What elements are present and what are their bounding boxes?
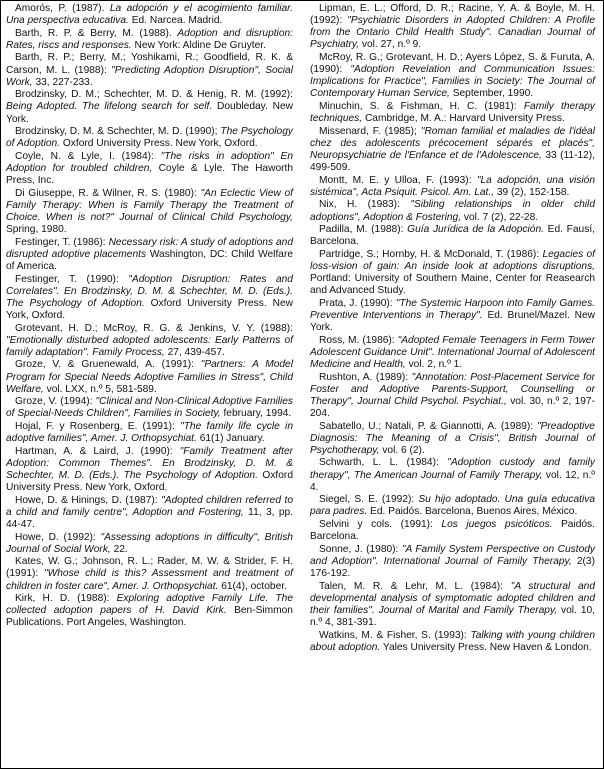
reference-publication-info: 22. xyxy=(113,543,128,555)
reference-title: Guía Jurídica de la Adopción. xyxy=(407,224,544,236)
reference-publication-info: Washington, DC: Child Welfare of America. xyxy=(6,248,294,273)
reference-entry xyxy=(6,421,293,445)
reference-publication-info: vol. 12, n.º 4. xyxy=(310,469,595,493)
reference-publication-info: 11, 3, pp. 44-47. xyxy=(6,506,293,531)
reference-publication-info: 2(3) 176-192. xyxy=(310,555,595,580)
reference-publication-info: vol. 6 (2). xyxy=(382,444,425,456)
reference-publication-info: Yales University Press. New Haven & London. xyxy=(382,641,592,653)
reference-publication-info: vol. 30, n.º 2, 197-204. xyxy=(310,395,595,420)
reference-title: "The Systemic Harpoon into Family Games. Preventive Interventions in Therapy". xyxy=(310,297,595,322)
reference-authors: Amorós, P. (1987). xyxy=(15,3,105,14)
reference-authors: Talen, M. R. & Lehr, M. L. (1984): xyxy=(319,580,504,592)
reference-authors: Padilla, M. (1988): xyxy=(319,224,404,236)
reference-entry xyxy=(6,396,293,420)
reference-title: "The family life cycle in adoptive families", Amer. J. Orthopsychiat. xyxy=(6,421,293,445)
reference-publication-info: Ed. Paidós. Barcelona, Buenos Aires, México. xyxy=(370,506,578,518)
reference-title: Being Adopted. The lifelong search for self. xyxy=(6,101,213,113)
reference-authors: Kirk, H. D. (1988): xyxy=(15,593,110,605)
reference-entry xyxy=(310,175,595,199)
reference-title: The Psychology of Adoption. xyxy=(6,126,293,150)
reference-authors: Brodzinsky, D. M.; Schechter, M. D. & Henig, R. M. (1992): xyxy=(15,89,293,101)
reference-entry xyxy=(6,446,293,495)
reference-entry xyxy=(310,581,595,630)
reference-publication-info: New York: Aldine De Gruyter. xyxy=(134,39,266,51)
reference-publication-info: 39 (2), 152-158. xyxy=(496,186,570,198)
reference-title: "Preadoptive Diagnosis: The Meaning of a Crisis", British Journal of Psychotherapy, xyxy=(310,420,595,456)
reference-title: Exploring adoptive Family Life. The collected adoption papers of H. David Kirk. xyxy=(6,593,293,617)
reference-title: "Adoption Disruption: Rates and Correlates". En Brodzinsky, D. M. & Schechter, M. D. (Eds.). The Psychology of Adoption. xyxy=(6,273,293,309)
reference-authors: McRoy, R. G.; Grotevant, H. D.; Ayers López, S. & Furuta, A. (1990): xyxy=(310,52,595,76)
reference-publication-info: Coyle & Lyle. The Haworth Press, Inc. xyxy=(6,162,293,187)
reference-publication-info: 61(1) January. xyxy=(199,433,265,445)
reference-title: "Adopted children referred to a child and family centre", Adoption and Fostering, xyxy=(6,494,293,518)
reference-entry xyxy=(6,188,293,237)
reference-entry xyxy=(6,151,293,187)
reference-authors: Grotevant, H. D.; McRoy, R. G. & Jenkins, V. Y. (1988): xyxy=(15,322,293,334)
reference-authors: Missenard, F. (1985); xyxy=(319,125,417,137)
reference-entry xyxy=(6,52,293,88)
reference-title: "The risks in adoption" En Adoption for troubled children, xyxy=(6,150,293,174)
reference-title: "Sibling relationships in older child adoptions", Adoption & Fostering, xyxy=(310,199,595,223)
reference-title: La adopción y el acogimiento familiar. Una perspectiva educativa. xyxy=(6,3,293,27)
reference-publication-info: Ed. Narcea. Madrid. xyxy=(131,15,223,27)
reference-authors: Watkins, M. & Fisher, S. (1993): xyxy=(319,629,467,641)
reference-authors: Sonne, J. (1980): xyxy=(319,543,399,555)
reference-publication-info: vol. 7 (2), 22-28. xyxy=(463,211,539,223)
reference-entry xyxy=(6,359,293,395)
reference-title: "Emotionally disturbed adopted adolescents: Early Patterns of family adaptation". Family Process, xyxy=(6,334,293,358)
reference-publication-info: 27, 439-457. xyxy=(167,346,225,358)
reference-entry xyxy=(6,593,293,629)
reference-publication-info: 33 (11-12), 499-509. xyxy=(310,150,596,174)
reference-entry xyxy=(310,372,595,421)
reference-publication-info: Oxford University Press. New York, Oxford. xyxy=(6,470,293,494)
reference-authors: Hojal, F. y Rosenberg, E. (1991): xyxy=(15,421,175,432)
reference-publication-info: february, 1994. xyxy=(223,408,292,420)
reference-title: "An Eclectic View of Family Therapy: When is Family Therapy the Treatment of Choice. When is not?" Journal of Clinical Child Psychology, xyxy=(6,187,293,223)
reference-authors: Festinger, T. (1990): xyxy=(15,273,119,285)
reference-title: "Psychiatric Disorders in Adopted Children: A Profile from the Ontario Child Health Study". Canadian Journal of Psychiatry, xyxy=(310,15,595,51)
reference-publication-info: vol. 10, n.º 4, 381-391. xyxy=(310,604,595,629)
reference-title: Los juegos psicóticos. xyxy=(441,519,553,531)
reference-publication-info: Spring, 1980. xyxy=(6,224,67,236)
reference-authors: Selvini y cols. (1991): xyxy=(319,519,433,531)
reference-publication-info: Cambridge, M. A.: Harvard University Press. xyxy=(364,113,565,125)
reference-authors: Howe, D. & Hinings, D. (1987): xyxy=(15,494,158,506)
reference-publication-info: vol. 27, n.º 9. xyxy=(361,39,422,51)
reference-authors: Groze, V. & Gruenewald, A. (1991): xyxy=(15,359,194,371)
reference-title: "Adoption Revelation and Communication Issues: Implications for Practice", Families in Society: The Journal of Contemporary Human Service, xyxy=(310,64,595,100)
reference-publication-info: Oxford University Press. New York, Oxford. xyxy=(62,138,258,150)
reference-entry xyxy=(6,28,293,52)
reference-publication-info: Ben-Simmon Publications. Port Angeles, Washington. xyxy=(6,605,293,629)
reference-entry xyxy=(310,335,595,371)
reference-title: "Assessing adoptions in difficulty", British Journal of Social Work, xyxy=(6,531,293,555)
reference-entry xyxy=(6,323,293,359)
reference-title: "Clinical and Non-Clinical Adoptive Families of Special-Needs Children", Families in Society, xyxy=(6,396,293,420)
reference-publication-info: vol. LXX, n.º 5, 581-589. xyxy=(46,383,157,395)
reference-entry xyxy=(6,126,293,150)
reference-authors: Lipman, E. L.; Offord, D. R.; Racine, Y. A. & Boyle, M. H. (1992): xyxy=(310,3,595,27)
reference-authors: Rushton, A. (1989): xyxy=(319,371,409,383)
reference-title: "Adoption custody and family therapy", The American Journal of Family Therapy, xyxy=(310,457,595,481)
reference-authors: Montt, M. E. y Ulloa, F. (1993): xyxy=(319,174,472,186)
reference-entry xyxy=(310,421,595,457)
reference-title: "A Family System Perspective on Custody and Adoption". International Journal of Family Therapy, xyxy=(310,543,595,567)
reference-entry xyxy=(310,101,595,125)
reference-entry xyxy=(310,519,595,543)
reference-publication-info: 33, 227-233. xyxy=(35,76,93,88)
reference-entry xyxy=(310,126,595,175)
reference-title: Family therapy techniques, xyxy=(310,101,595,125)
reference-entry xyxy=(310,544,595,580)
reference-entry xyxy=(6,274,293,323)
reference-authors: Groze, V. (1994): xyxy=(15,396,93,408)
reference-authors: Siegel, S. E. (1992): xyxy=(319,494,415,506)
reference-title: "Partners: A Model Program for Special Needs Adoptive Families in Stress", Child Welfare, xyxy=(6,359,293,395)
reference-title: Legacies of loss-vision of gain: An inside look at adoptions disruptions, xyxy=(310,248,595,273)
reference-authors: Nix, H. (1983): xyxy=(319,199,400,211)
reference-authors: Partridge, S.; Hornby, H. & McDonald, T. (1986): xyxy=(319,248,540,260)
reference-entry xyxy=(6,495,293,531)
reference-entry xyxy=(6,89,293,125)
reference-entry xyxy=(6,556,293,592)
reference-authors: Brodzinsky, D. M. & Schechter, M. D. (1990); xyxy=(15,126,218,138)
reference-publication-info: vol. 2, n.º 1. xyxy=(408,359,463,371)
reference-entry xyxy=(6,3,293,27)
reference-title: "Whose child is this? Assessment and treatment of children in foster care", Amer. J. Orthopsychiat. xyxy=(6,568,293,592)
reference-authors: Minuchin, S. & Fishman, H. C. (1981): xyxy=(319,101,517,113)
reference-entry xyxy=(6,237,293,273)
reference-title: "A structural and developmental analysis of symptomatic adopted children and their families". Journal of Marital and Family Therapy, xyxy=(310,580,595,616)
reference-title: "La adopción, una visión sistémica", Acta Psiquit. Psicol. Am. Lat., xyxy=(310,174,595,198)
reference-authors: Di Giuseppe, R. & Wilner, R. S. (1980): xyxy=(15,187,197,199)
reference-entry xyxy=(310,630,595,654)
reference-publication-info: 61(4), october. xyxy=(221,580,287,592)
reference-authors: Coyle, N. & Lyle, I. (1984): xyxy=(15,150,154,162)
reference-entry xyxy=(310,224,595,248)
reference-entry xyxy=(310,494,595,518)
reference-publication-info: Doubleday. New York. xyxy=(6,101,293,125)
reference-authors: Hartman, A. & Laird, J. (1990): xyxy=(15,445,173,457)
reference-authors: Ross, M. (1986): xyxy=(319,334,395,346)
reference-title: "Family Treatment after Adoption: Common Themes". En Brodzinsky, D. M. & Schechter, M. D. (Eds.). The Psychology of Adoption. xyxy=(6,445,294,482)
reference-publication-info: Paidós. Barcelona. xyxy=(310,519,595,543)
reference-authors: Barth, R. P.; Berry, M.; Yoshikami, R.; Goodfield, R. K. & Carson, M. L. (1988): xyxy=(6,52,293,76)
reference-publication-info: September, 1990. xyxy=(452,88,534,100)
reference-authors: Prata, J. (1990): xyxy=(319,297,393,309)
reference-title: Talking with young children about adoption. xyxy=(310,629,595,653)
reference-title: "Roman familial et maladies de l'idéal chez des adolescents précocement séparés et placés", Neuropsychiatrie de l'Enfance et de l'Adolescence, xyxy=(310,125,595,162)
reference-title: Su hijo adoptado. Una guía educativa para padres. xyxy=(310,494,595,518)
reference-authors: Schwarth, L. L. (1984): xyxy=(319,457,439,469)
reference-authors: Kates, W. G.; Johnson, R. L.; Rader, M. W. & Strider, F. H. (1991): xyxy=(6,556,293,580)
reference-authors: Festinger, T. (1986): xyxy=(15,236,106,248)
reference-authors: Barth, R. P. & Berry, M. (1988). xyxy=(15,27,172,39)
reference-publication-info: Ed. Brunel/Mazel. New York. xyxy=(310,310,595,334)
reference-title: "Predicting Adoption Disruption", Social Work, xyxy=(6,64,293,88)
reference-publication-info: Ed. Fausí, Barcelona. xyxy=(310,224,595,248)
reference-authors: Howe, D. (1992): xyxy=(15,531,96,543)
reference-title: Adoption and disruption: Rates, riscs and responses. xyxy=(6,27,293,51)
reference-authors: Sabatello, U.; Natali, P. & Giannotti, A. (1989): xyxy=(319,420,534,432)
reference-title: "Annotation: Post-Placement Service for Foster and Adoptive Parents-Support, Counselling or Therapy", Journal Child Psychol. Psychiat., xyxy=(310,371,596,407)
reference-title: "Adopted Female Teenagers in Ferm Tower Adolescent Guidance Unit". International Journal of Adolescent Medicine and Health, xyxy=(310,334,595,371)
reference-publication-info: Oxford University Press. New York, Oxford. xyxy=(6,297,293,322)
reference-publication-info: Portland: University of Southern Maine, Center for Reasearch and Advanced Study. xyxy=(310,273,595,297)
reference-entry xyxy=(6,532,293,556)
reference-title: Necessary risk: A study of adoptions and disrupted adoptive placements xyxy=(6,236,293,260)
reference-entry xyxy=(310,3,595,52)
reference-entry xyxy=(310,298,595,334)
reference-entry xyxy=(310,199,595,223)
reference-entry xyxy=(310,457,595,493)
references-left-column xyxy=(6,3,293,630)
reference-entry xyxy=(310,52,595,101)
references-right-column xyxy=(310,3,595,654)
reference-entry xyxy=(310,249,595,298)
